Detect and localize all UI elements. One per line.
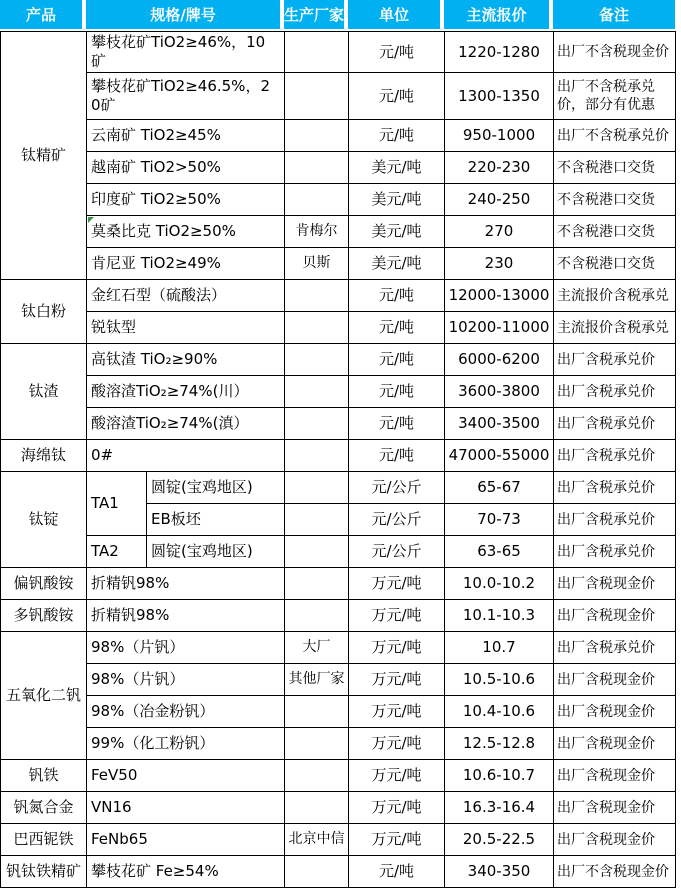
grade-cell: TA1 xyxy=(87,472,147,536)
spec-cell: 云南矿 TiO2≥45% xyxy=(87,120,285,152)
manufacturer-cell xyxy=(285,440,349,472)
table-row xyxy=(1,344,676,376)
unit-cell: 万元/吨 xyxy=(349,696,445,728)
product-cell: 多钒酸铵 xyxy=(1,600,87,632)
header-manufacturer: 生产厂家 xyxy=(284,0,348,29)
table-row xyxy=(1,536,676,568)
spec-cell: FeV50 xyxy=(87,760,285,792)
manufacturer-cell xyxy=(285,568,349,600)
manufacturer-cell xyxy=(285,728,349,760)
price-cell: 1300-1350 xyxy=(445,73,554,120)
price-cell: 65-67 xyxy=(445,472,554,504)
unit-cell: 万元/吨 xyxy=(349,824,445,856)
note-cell: 主流报价含税承兑 xyxy=(554,312,676,344)
note-cell: 出厂含税现金价 xyxy=(554,568,676,600)
unit-cell: 万元/吨 xyxy=(349,728,445,760)
note-cell: 出厂含税承兑价 xyxy=(554,440,676,472)
unit-cell: 美元/吨 xyxy=(349,152,445,184)
note-cell: 出厂含税承兑价 xyxy=(554,536,676,568)
manufacturer-cell xyxy=(285,504,349,536)
price-cell: 70-73 xyxy=(445,504,554,536)
comment-marker-icon xyxy=(88,217,94,223)
price-cell: 1220-1280 xyxy=(445,32,554,73)
spec-cell: 折精钒98% xyxy=(87,600,285,632)
table-row xyxy=(1,32,676,73)
table-row xyxy=(1,312,676,344)
table-row xyxy=(1,760,676,792)
note-cell: 出厂含税承兑价 xyxy=(554,632,676,664)
spec-cell: 越南矿 TiO2>50% xyxy=(87,152,285,184)
manufacturer-cell: 贝斯 xyxy=(285,248,349,280)
table-row xyxy=(1,824,676,856)
table-row xyxy=(1,280,676,312)
table-row xyxy=(1,152,676,184)
manufacturer-cell xyxy=(285,856,349,888)
table-row xyxy=(1,664,676,696)
manufacturer-cell xyxy=(285,152,349,184)
manufacturer-cell xyxy=(285,344,349,376)
product-cell: 钒铁 xyxy=(1,760,87,792)
price-cell: 63-65 xyxy=(445,536,554,568)
price-table xyxy=(0,31,676,888)
table-row xyxy=(1,728,676,760)
price-cell: 10.7 xyxy=(445,632,554,664)
table-row xyxy=(1,120,676,152)
manufacturer-cell xyxy=(285,32,349,73)
unit-cell: 元/吨 xyxy=(349,32,445,73)
unit-cell: 万元/吨 xyxy=(349,568,445,600)
spec-cell: 酸溶渣TiO₂≥74%(川） xyxy=(87,376,285,408)
product-cell: 五氧化二钒 xyxy=(1,632,87,760)
price-cell: 6000-6200 xyxy=(445,344,554,376)
price-cell: 16.3-16.4 xyxy=(445,792,554,824)
manufacturer-cell: 其他厂家 xyxy=(285,664,349,696)
manufacturer-cell xyxy=(285,73,349,120)
table-row xyxy=(1,376,676,408)
header-product: 产品 xyxy=(0,0,86,29)
price-cell: 10.5-10.6 xyxy=(445,664,554,696)
price-cell: 10200-11000 xyxy=(445,312,554,344)
manufacturer-cell xyxy=(285,760,349,792)
spec-cell: 酸溶渣TiO₂≥74%(滇） xyxy=(87,408,285,440)
unit-cell: 万元/吨 xyxy=(349,792,445,824)
manufacturer-cell xyxy=(285,792,349,824)
unit-cell: 元/吨 xyxy=(349,344,445,376)
manufacturer-cell xyxy=(285,600,349,632)
product-cell: 钛白粉 xyxy=(1,280,87,344)
note-cell: 出厂含税承兑价 xyxy=(554,408,676,440)
spec-text: 莫桑比克 TiO2≥50% xyxy=(91,222,236,240)
product-cell: 钛锭 xyxy=(1,472,87,568)
table-row xyxy=(1,440,676,472)
spec-cell: 圆锭(宝鸡地区) xyxy=(147,472,285,504)
table-header-row xyxy=(0,0,675,29)
header-note: 备注 xyxy=(553,0,675,29)
note-cell: 不含税港口交货 xyxy=(554,216,676,248)
spec-cell: 高钛渣 TiO₂≥90% xyxy=(87,344,285,376)
note-cell: 不含税港口交货 xyxy=(554,248,676,280)
price-cell: 220-230 xyxy=(445,152,554,184)
price-cell: 240-250 xyxy=(445,184,554,216)
spec-cell: 折精钒98% xyxy=(87,568,285,600)
product-cell: 巴西铌铁 xyxy=(1,824,87,856)
unit-cell: 万元/吨 xyxy=(349,600,445,632)
spec-cell: 攀枝花矿TiO2≥46.5%，20矿 xyxy=(87,73,285,120)
manufacturer-cell: 北京中信 xyxy=(285,824,349,856)
manufacturer-cell xyxy=(285,536,349,568)
spec-cell: 攀枝花矿 Fe≥54% xyxy=(87,856,285,888)
note-cell: 出厂含税现金价 xyxy=(554,824,676,856)
price-cell: 10.1-10.3 xyxy=(445,600,554,632)
note-cell: 出厂不含税现金价 xyxy=(554,32,676,73)
price-cell: 3400-3500 xyxy=(445,408,554,440)
spec-cell xyxy=(87,216,285,248)
note-cell: 出厂含税承兑价 xyxy=(554,344,676,376)
note-cell: 出厂含税现金价 xyxy=(554,600,676,632)
price-cell: 10.6-10.7 xyxy=(445,760,554,792)
header-price: 主流报价 xyxy=(444,0,553,29)
unit-cell: 美元/吨 xyxy=(349,216,445,248)
note-cell: 出厂含税现金价 xyxy=(554,728,676,760)
spec-cell: 98%（片钒） xyxy=(87,632,285,664)
price-cell: 12000-13000 xyxy=(445,280,554,312)
manufacturer-cell xyxy=(285,408,349,440)
spec-cell: 98%（片钒） xyxy=(87,664,285,696)
note-cell: 出厂含税现金价 xyxy=(554,664,676,696)
price-cell: 3600-3800 xyxy=(445,376,554,408)
price-cell: 10.0-10.2 xyxy=(445,568,554,600)
spec-cell: 0# xyxy=(87,440,285,472)
note-cell: 出厂不含税承兑价，部分有优惠 xyxy=(554,73,676,120)
spec-cell: 99%（化工粉钒） xyxy=(87,728,285,760)
price-cell: 12.5-12.8 xyxy=(445,728,554,760)
manufacturer-cell: 肯梅尔 xyxy=(285,216,349,248)
product-cell: 钒氮合金 xyxy=(1,792,87,824)
table-row xyxy=(1,408,676,440)
table-row xyxy=(1,696,676,728)
manufacturer-cell: 大厂 xyxy=(285,632,349,664)
unit-cell: 美元/吨 xyxy=(349,184,445,216)
unit-cell: 元/公斤 xyxy=(349,504,445,536)
price-cell: 10.4-10.6 xyxy=(445,696,554,728)
spec-cell: EB板坯 xyxy=(147,504,285,536)
table-row xyxy=(1,248,676,280)
table-row xyxy=(1,856,676,888)
note-cell: 不含税港口交货 xyxy=(554,184,676,216)
header-unit: 单位 xyxy=(348,0,444,29)
unit-cell: 万元/吨 xyxy=(349,760,445,792)
note-cell: 出厂不含税现金价 xyxy=(554,856,676,888)
note-cell: 出厂含税现金价 xyxy=(554,792,676,824)
table-row xyxy=(1,600,676,632)
spec-cell: 攀枝花矿TiO2≥46%，10矿 xyxy=(87,32,285,73)
header-spec: 规格/牌号 xyxy=(86,0,284,29)
table-row xyxy=(1,632,676,664)
price-cell: 270 xyxy=(445,216,554,248)
product-cell: 海绵钛 xyxy=(1,440,87,472)
table-row xyxy=(1,73,676,120)
note-cell: 出厂含税承兑价 xyxy=(554,472,676,504)
manufacturer-cell xyxy=(285,184,349,216)
table-row xyxy=(1,792,676,824)
spec-cell: 印度矿 TiO2≥50% xyxy=(87,184,285,216)
unit-cell: 元/吨 xyxy=(349,856,445,888)
manufacturer-cell xyxy=(285,280,349,312)
product-cell: 偏钒酸铵 xyxy=(1,568,87,600)
note-cell: 出厂不含税承兑价 xyxy=(554,120,676,152)
spec-cell: FeNb65 xyxy=(87,824,285,856)
unit-cell: 元/公斤 xyxy=(349,536,445,568)
unit-cell: 元/吨 xyxy=(349,312,445,344)
spec-cell: 肯尼亚 TiO2≥49% xyxy=(87,248,285,280)
note-cell: 主流报价含税承兑 xyxy=(554,280,676,312)
manufacturer-cell xyxy=(285,120,349,152)
unit-cell: 元/吨 xyxy=(349,120,445,152)
note-cell: 出厂含税承兑价 xyxy=(554,376,676,408)
unit-cell: 元/吨 xyxy=(349,408,445,440)
unit-cell: 元/吨 xyxy=(349,73,445,120)
note-cell: 不含税港口交货 xyxy=(554,152,676,184)
spec-cell: 98%（冶金粉钒） xyxy=(87,696,285,728)
manufacturer-cell xyxy=(285,376,349,408)
unit-cell: 元/公斤 xyxy=(349,472,445,504)
price-cell: 230 xyxy=(445,248,554,280)
spec-cell: 圆锭(宝鸡地区) xyxy=(147,536,285,568)
unit-cell: 万元/吨 xyxy=(349,664,445,696)
product-cell: 钛精矿 xyxy=(1,32,87,280)
manufacturer-cell xyxy=(285,696,349,728)
unit-cell: 万元/吨 xyxy=(349,632,445,664)
product-cell: 钛渣 xyxy=(1,344,87,440)
price-cell: 47000-55000 xyxy=(445,440,554,472)
note-cell: 出厂含税承兑价 xyxy=(554,504,676,536)
unit-cell: 美元/吨 xyxy=(349,248,445,280)
spec-cell: VN16 xyxy=(87,792,285,824)
note-cell: 出厂含税现金价 xyxy=(554,760,676,792)
price-cell: 340-350 xyxy=(445,856,554,888)
table-row xyxy=(1,472,676,504)
note-cell: 出厂含税现金价 xyxy=(554,696,676,728)
table-row xyxy=(1,216,676,248)
manufacturer-cell xyxy=(285,472,349,504)
spec-cell: 锐钛型 xyxy=(87,312,285,344)
price-cell: 950-1000 xyxy=(445,120,554,152)
table-row xyxy=(1,184,676,216)
unit-cell: 元/吨 xyxy=(349,440,445,472)
spec-cell: 金红石型（硫酸法） xyxy=(87,280,285,312)
price-cell: 20.5-22.5 xyxy=(445,824,554,856)
unit-cell: 元/吨 xyxy=(349,280,445,312)
manufacturer-cell xyxy=(285,312,349,344)
product-cell: 钒钛铁精矿 xyxy=(1,856,87,888)
grade-cell: TA2 xyxy=(87,536,147,568)
unit-cell: 元/吨 xyxy=(349,376,445,408)
table-row xyxy=(1,568,676,600)
